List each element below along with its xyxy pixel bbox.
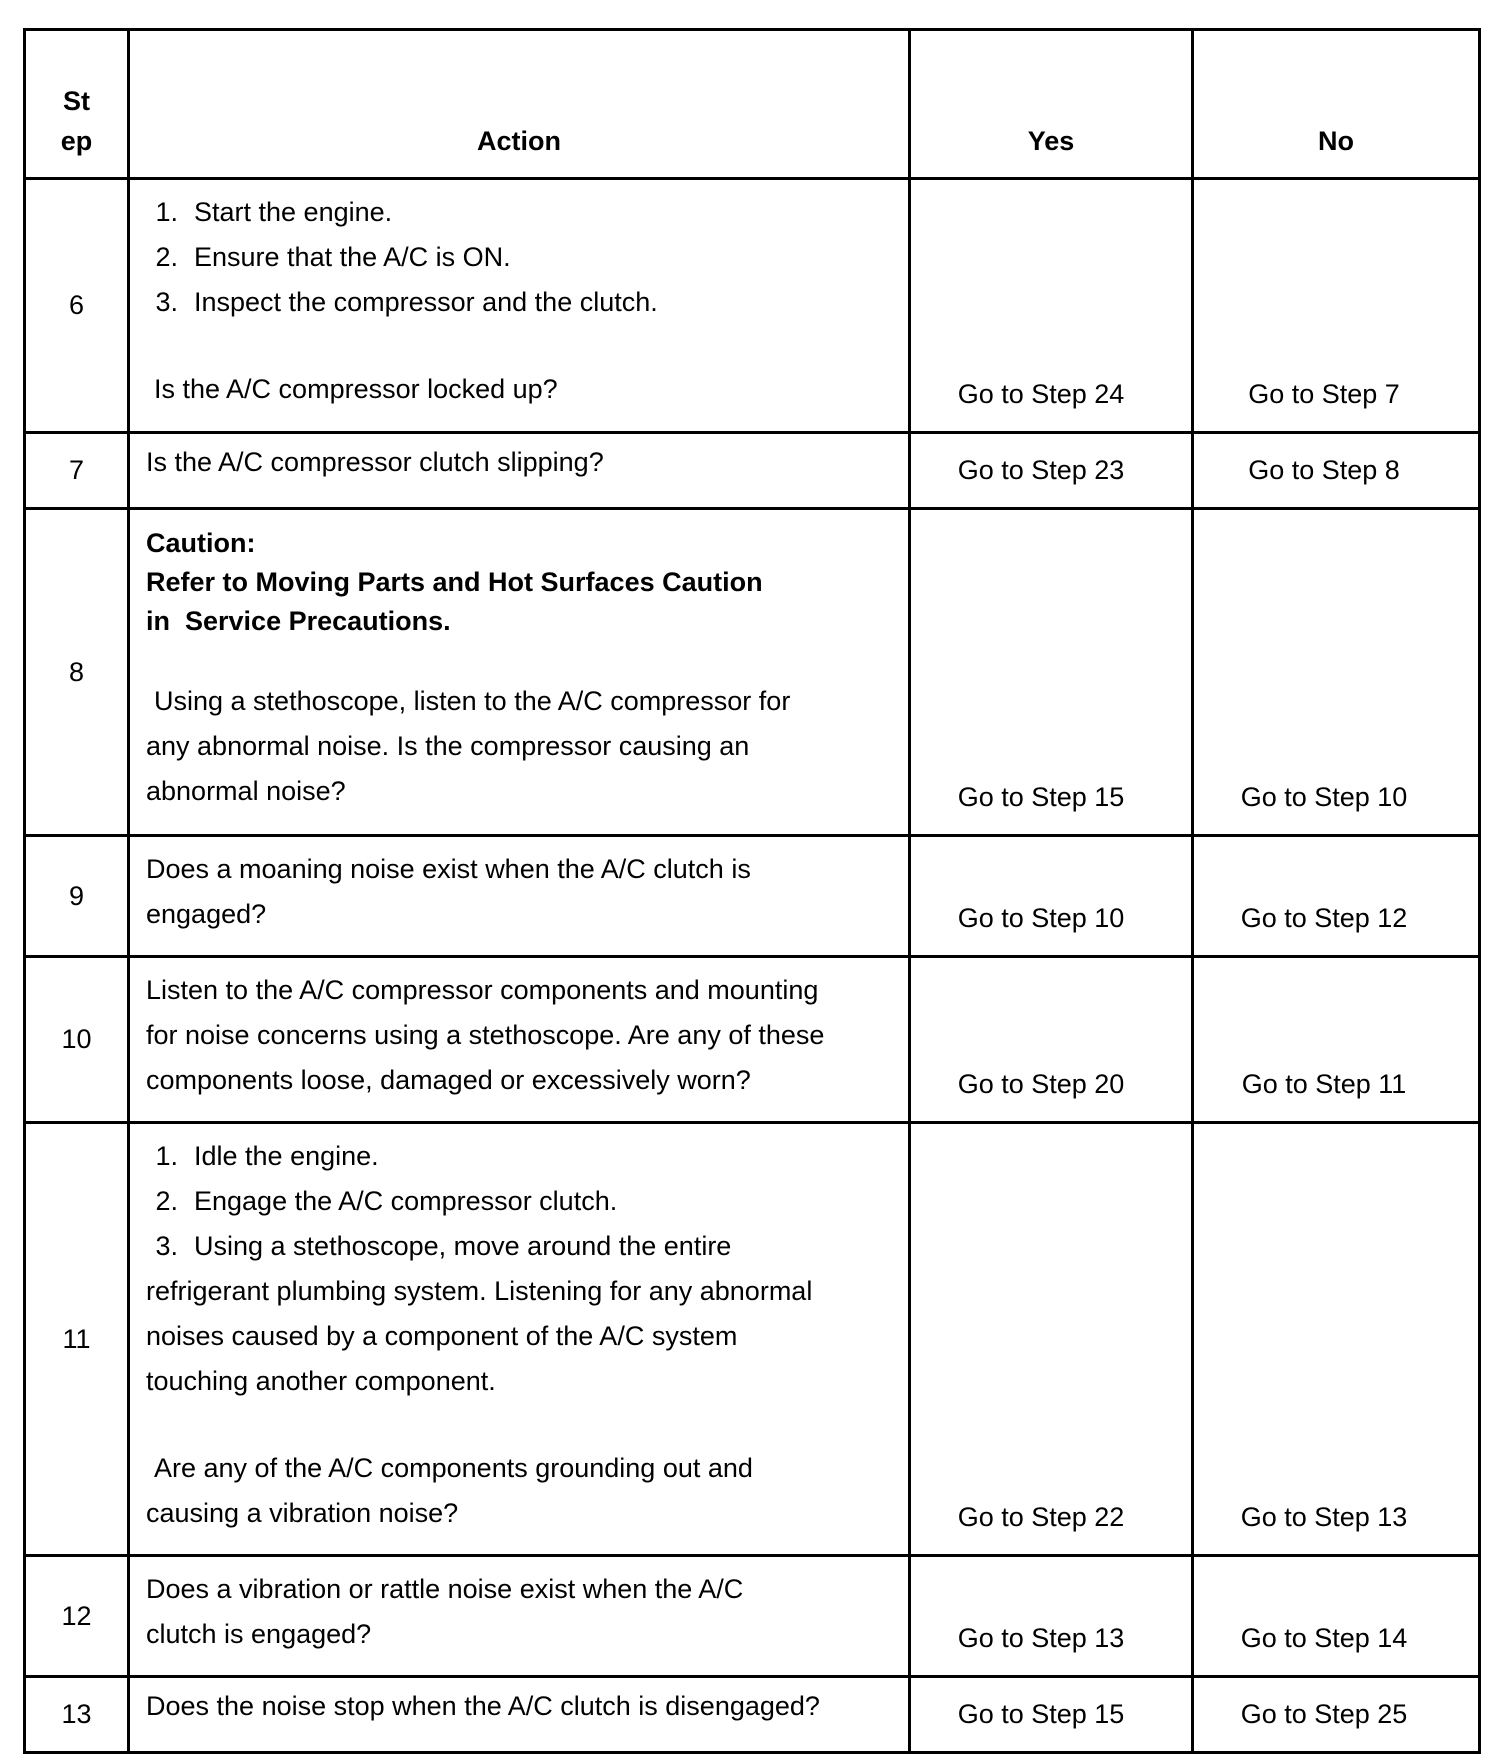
- no-cell: [1193, 957, 1480, 1123]
- question-line: engaged?: [146, 899, 267, 929]
- yes-cell: [910, 957, 1193, 1123]
- list-continuation: refrigerant plumbing system. Listening for any abnormal: [146, 1276, 813, 1306]
- yes-cell: [910, 836, 1193, 957]
- yes-link[interactable]: Go to Step 23: [957, 455, 1125, 485]
- list-item: [146, 235, 892, 280]
- list-text: Start the engine.: [194, 197, 393, 227]
- question-line: clutch is engaged?: [146, 1619, 372, 1649]
- question-line: Does a vibration or rattle noise exist when the A/C: [146, 1574, 744, 1604]
- action-list: [146, 1134, 892, 1269]
- table-row: [25, 509, 1480, 836]
- no-link[interactable]: Go to Step 13: [1240, 1502, 1408, 1532]
- step-number: 10: [25, 957, 129, 1123]
- list-number: 3.: [155, 1231, 178, 1261]
- caution-block: [146, 524, 892, 641]
- list-text: Inspect the compressor and the clutch.: [194, 287, 658, 317]
- no-link[interactable]: Go to Step 8: [1248, 455, 1400, 485]
- question-line: Are any of the A/C components grounding out and: [154, 1453, 753, 1483]
- diagnostic-table: [23, 28, 1481, 1754]
- list-item: [146, 280, 892, 325]
- step-number: 12: [25, 1556, 129, 1677]
- caution-title: Caution:: [146, 528, 256, 558]
- action-cell: [129, 957, 910, 1123]
- header-step: [25, 30, 129, 179]
- question-line: Does a moaning noise exist when the A/C clutch is: [146, 854, 751, 884]
- header-yes: Yes: [910, 30, 1193, 179]
- action-cell: [129, 1556, 910, 1677]
- list-number: 2.: [155, 242, 178, 272]
- list-text: Engage the A/C compressor clutch.: [194, 1186, 618, 1216]
- step-number: 9: [25, 836, 129, 957]
- question-line: components loose, damaged or excessively worn?: [146, 1065, 751, 1095]
- list-text: Idle the engine.: [194, 1141, 379, 1171]
- no-cell: [1193, 836, 1480, 957]
- list-number: 3.: [155, 287, 178, 317]
- question-line: Using a stethoscope, listen to the A/C compressor for: [154, 686, 791, 716]
- list-number: 1.: [155, 197, 178, 227]
- question-line: for noise concerns using a stethoscope. Are any of these: [146, 1020, 825, 1050]
- table-row: [25, 179, 1480, 433]
- header-step-line1: St: [63, 86, 90, 116]
- list-item: [146, 1134, 892, 1179]
- question-line: abnormal noise?: [146, 776, 346, 806]
- yes-link[interactable]: Go to Step 22: [957, 1502, 1125, 1532]
- step-number: 11: [25, 1123, 129, 1556]
- question-line: Listen to the A/C compressor components and mounting: [146, 975, 819, 1005]
- yes-cell: [910, 1556, 1193, 1677]
- yes-cell: [910, 433, 1193, 509]
- action-cell: [129, 433, 910, 509]
- action-list: [146, 190, 892, 325]
- yes-link[interactable]: Go to Step 24: [957, 379, 1125, 409]
- no-link[interactable]: Go to Step 12: [1240, 903, 1408, 933]
- header-row: [25, 30, 1480, 179]
- yes-link[interactable]: Go to Step 20: [957, 1069, 1125, 1099]
- step-number: 7: [25, 433, 129, 509]
- header-action: Action: [129, 30, 910, 179]
- no-cell: [1193, 433, 1480, 509]
- no-cell: [1193, 509, 1480, 836]
- list-item: [146, 190, 892, 235]
- action-cell: [129, 509, 910, 836]
- no-cell: [1193, 1677, 1480, 1753]
- action-cell: [129, 1677, 910, 1753]
- yes-link[interactable]: Go to Step 15: [957, 1699, 1125, 1729]
- no-link[interactable]: Go to Step 7: [1248, 379, 1400, 409]
- no-link[interactable]: Go to Step 25: [1240, 1699, 1408, 1729]
- table-row: [25, 1123, 1480, 1556]
- no-cell: [1193, 179, 1480, 433]
- list-continuation: noises caused by a component of the A/C system: [146, 1321, 738, 1351]
- step-number: 8: [25, 509, 129, 836]
- question-text: Is the A/C compressor clutch slipping?: [146, 447, 604, 477]
- table-row: [25, 1556, 1480, 1677]
- table-row: [25, 836, 1480, 957]
- no-link[interactable]: Go to Step 14: [1240, 1623, 1408, 1653]
- action-cell: [129, 1123, 910, 1556]
- list-item: [146, 1179, 892, 1224]
- table-row: [25, 433, 1480, 509]
- list-number: 2.: [155, 1186, 178, 1216]
- no-link[interactable]: Go to Step 10: [1240, 782, 1408, 812]
- question-text: Is the A/C compressor locked up?: [154, 374, 558, 404]
- list-number: 1.: [155, 1141, 178, 1171]
- yes-link[interactable]: Go to Step 13: [957, 1623, 1125, 1653]
- header-step-line2: ep: [60, 126, 93, 156]
- yes-cell: [910, 1677, 1193, 1753]
- list-text: Using a stethoscope, move around the entire: [194, 1231, 732, 1261]
- question-line: causing a vibration noise?: [146, 1498, 459, 1528]
- list-text: Ensure that the A/C is ON.: [194, 242, 511, 272]
- step-number: 6: [25, 179, 129, 433]
- list-item: [146, 1224, 892, 1269]
- no-link[interactable]: Go to Step 11: [1241, 1069, 1407, 1099]
- no-cell: [1193, 1123, 1480, 1556]
- yes-cell: [910, 179, 1193, 433]
- question-text: Does the noise stop when the A/C clutch is disengaged?: [146, 1691, 820, 1721]
- header-no: No: [1193, 30, 1480, 179]
- list-continuation: touching another component.: [146, 1366, 496, 1396]
- no-cell: [1193, 1556, 1480, 1677]
- question-line: any abnormal noise. Is the compressor causing an: [146, 731, 750, 761]
- yes-link[interactable]: Go to Step 15: [957, 782, 1125, 812]
- yes-link[interactable]: Go to Step 10: [957, 903, 1125, 933]
- step-number: 13: [25, 1677, 129, 1753]
- yes-cell: [910, 1123, 1193, 1556]
- table-row: [25, 957, 1480, 1123]
- action-cell: [129, 836, 910, 957]
- caution-text: in Service Precautions.: [146, 606, 451, 636]
- caution-text: Refer to Moving Parts and Hot Surfaces Caution: [146, 567, 763, 597]
- table-row: [25, 1677, 1480, 1753]
- action-cell: [129, 179, 910, 433]
- yes-cell: [910, 509, 1193, 836]
